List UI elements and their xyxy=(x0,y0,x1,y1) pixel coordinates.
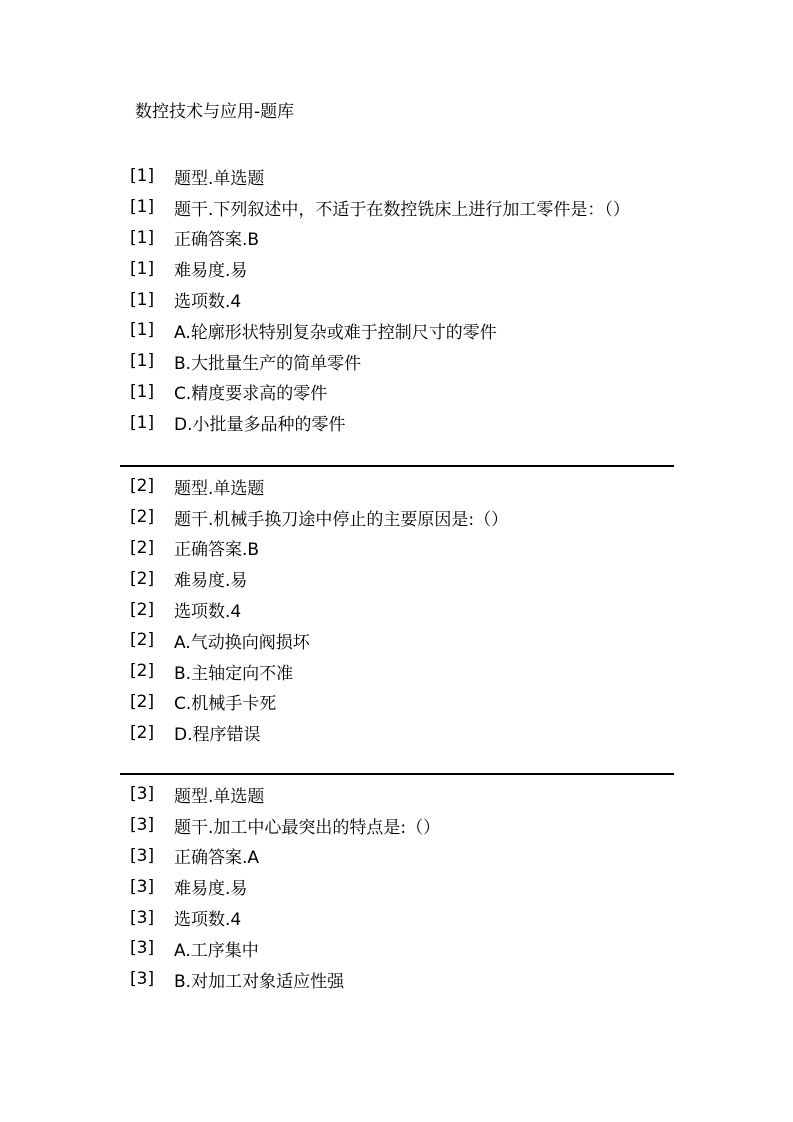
correct-answer-line xyxy=(120,223,674,254)
correct-answer: 正确答案.B xyxy=(174,540,260,561)
question-stem-line xyxy=(120,810,674,841)
option-b-line xyxy=(120,346,674,377)
question-index: [3] xyxy=(130,907,155,928)
question-stem: 题干.下列叙述中，不适于在数控铣床上进行加工零件是：（） xyxy=(174,199,630,220)
option-a: A.工序集中 xyxy=(174,940,259,961)
question-index: [1] xyxy=(130,381,155,402)
question-index: [2] xyxy=(130,568,155,589)
option-d-line xyxy=(120,717,674,748)
correct-answer-line xyxy=(120,533,674,564)
option-count: 选项数.4 xyxy=(174,602,242,623)
question-index: [3] xyxy=(130,784,155,805)
question-index: [3] xyxy=(130,815,155,836)
question-index: [1] xyxy=(130,289,155,310)
question-type-line xyxy=(120,779,674,810)
difficulty-line xyxy=(120,253,674,284)
question-index: [2] xyxy=(130,537,155,558)
question-type-line xyxy=(120,471,674,502)
question-index: [2] xyxy=(130,599,155,620)
question-index: [2] xyxy=(130,507,155,528)
question-index: [2] xyxy=(130,476,155,497)
question-block-2 xyxy=(120,465,674,748)
question-index: [3] xyxy=(130,938,155,959)
option-b: B.对加工对象适应性强 xyxy=(174,971,345,992)
question-index: [1] xyxy=(130,166,155,187)
difficulty-line xyxy=(120,563,674,594)
option-a-line xyxy=(120,933,674,964)
option-a-line xyxy=(120,625,674,656)
option-a: A.轮廓形状特别复杂或难于控制尺寸的零件 xyxy=(174,322,497,343)
option-d-line xyxy=(120,407,674,438)
question-index: [1] xyxy=(130,197,155,218)
document-title: 数控技术与应用-题库 xyxy=(135,102,295,122)
option-b-line xyxy=(120,656,674,687)
option-d: D.程序错误 xyxy=(174,725,261,746)
question-type: 题型.单选题 xyxy=(174,478,265,499)
option-count: 选项数.4 xyxy=(174,292,242,313)
question-index: [2] xyxy=(130,691,155,712)
question-index: [2] xyxy=(130,722,155,743)
question-stem-line xyxy=(120,192,674,223)
question-index: [1] xyxy=(130,258,155,279)
question-index: [2] xyxy=(130,630,155,651)
correct-answer-line xyxy=(120,841,674,872)
option-c: C.机械手卡死 xyxy=(174,694,277,715)
option-count-line xyxy=(120,902,674,933)
option-d: D.小批量多品种的零件 xyxy=(174,415,346,436)
question-type: 题型.单选题 xyxy=(174,786,265,807)
option-c-line xyxy=(120,687,674,718)
option-a-line xyxy=(120,315,674,346)
option-b: B.主轴定向不准 xyxy=(174,663,294,684)
question-index: [3] xyxy=(130,876,155,897)
question-index: [1] xyxy=(130,412,155,433)
option-a: A.气动换向阀损坏 xyxy=(174,632,310,653)
option-count: 选项数.4 xyxy=(174,910,242,931)
question-block-3 xyxy=(120,773,674,995)
question-type: 题型.单选题 xyxy=(174,168,265,189)
question-index: [1] xyxy=(130,227,155,248)
difficulty: 难易度.易 xyxy=(174,261,248,282)
difficulty: 难易度.易 xyxy=(174,879,248,900)
option-b-line xyxy=(120,964,674,995)
question-index: [1] xyxy=(130,320,155,341)
option-c-line xyxy=(120,377,674,408)
question-type-line xyxy=(120,161,674,192)
question-index: [1] xyxy=(130,351,155,372)
question-stem: 题干.加工中心最突出的特点是:（） xyxy=(174,817,441,838)
question-stem: 题干.机械手换刀途中停止的主要原因是:（） xyxy=(174,509,509,530)
difficulty-line xyxy=(120,871,674,902)
question-index: [3] xyxy=(130,845,155,866)
correct-answer: 正确答案.A xyxy=(174,848,260,869)
option-c: C.精度要求高的零件 xyxy=(174,384,328,405)
difficulty: 难易度.易 xyxy=(174,571,248,592)
option-count-line xyxy=(120,284,674,315)
option-b: B.大批量生产的简单零件 xyxy=(174,353,362,374)
option-count-line xyxy=(120,594,674,625)
question-index: [2] xyxy=(130,661,155,682)
correct-answer: 正确答案.B xyxy=(174,230,260,251)
question-index: [3] xyxy=(130,969,155,990)
question-block-1 xyxy=(120,161,674,438)
question-stem-line xyxy=(120,502,674,533)
